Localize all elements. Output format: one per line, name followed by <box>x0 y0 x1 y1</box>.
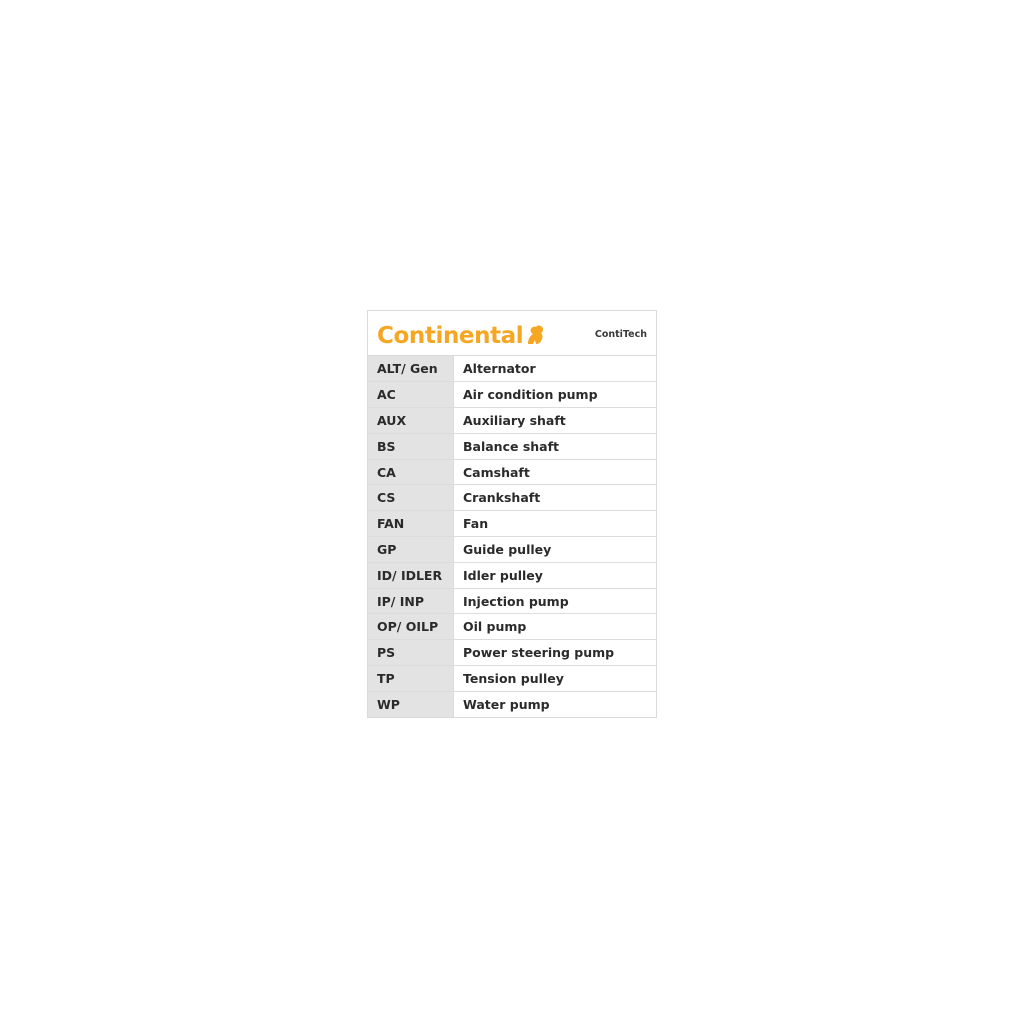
abbreviation-legend-table <box>368 356 656 717</box>
running-horse-icon <box>525 324 545 346</box>
table-row <box>368 382 656 408</box>
desc-cell: Alternator <box>454 356 657 382</box>
brand-wordmark-rest: ntinental <box>408 323 524 349</box>
desc-cell: Injection pump <box>454 588 657 614</box>
abbr-cell: AC <box>368 382 454 408</box>
desc-cell: Water pump <box>454 691 657 717</box>
desc-cell: Fan <box>454 511 657 537</box>
abbr-cell: OP/ OILP <box>368 614 454 640</box>
table-row <box>368 485 656 511</box>
table-row <box>368 588 656 614</box>
abbr-cell: PS <box>368 640 454 666</box>
brand-wordmark-initial: Co <box>377 323 409 349</box>
abbr-cell: CA <box>368 459 454 485</box>
abbr-cell: WP <box>368 691 454 717</box>
abbr-cell: GP <box>368 537 454 563</box>
table-row <box>368 691 656 717</box>
table-row <box>368 537 656 563</box>
table-row <box>368 408 656 434</box>
table-row <box>368 459 656 485</box>
table-row <box>368 511 656 537</box>
abbr-cell: AUX <box>368 408 454 434</box>
table-row <box>368 562 656 588</box>
legend-card <box>367 310 657 718</box>
brand-wordmark <box>377 324 523 348</box>
desc-cell: Balance shaft <box>454 433 657 459</box>
table-row <box>368 614 656 640</box>
brand-header <box>368 311 656 356</box>
desc-cell: Camshaft <box>454 459 657 485</box>
table-row <box>368 433 656 459</box>
abbr-cell: ALT/ Gen <box>368 356 454 382</box>
table-row <box>368 640 656 666</box>
desc-cell: Oil pump <box>454 614 657 640</box>
table-row <box>368 666 656 692</box>
desc-cell: Crankshaft <box>454 485 657 511</box>
abbr-cell: BS <box>368 433 454 459</box>
conti-tech-sub-brand: ContiTech <box>594 329 647 340</box>
legend-table-body <box>368 356 656 717</box>
desc-cell: Tension pulley <box>454 666 657 692</box>
abbr-cell: IP/ INP <box>368 588 454 614</box>
desc-cell: Air condition pump <box>454 382 657 408</box>
abbr-cell: ID/ IDLER <box>368 562 454 588</box>
abbr-cell: FAN <box>368 511 454 537</box>
abbr-cell: TP <box>368 666 454 692</box>
continental-logo <box>377 320 545 348</box>
abbr-cell: CS <box>368 485 454 511</box>
table-row <box>368 356 656 382</box>
desc-cell: Power steering pump <box>454 640 657 666</box>
desc-cell: Guide pulley <box>454 537 657 563</box>
desc-cell: Idler pulley <box>454 562 657 588</box>
desc-cell: Auxiliary shaft <box>454 408 657 434</box>
